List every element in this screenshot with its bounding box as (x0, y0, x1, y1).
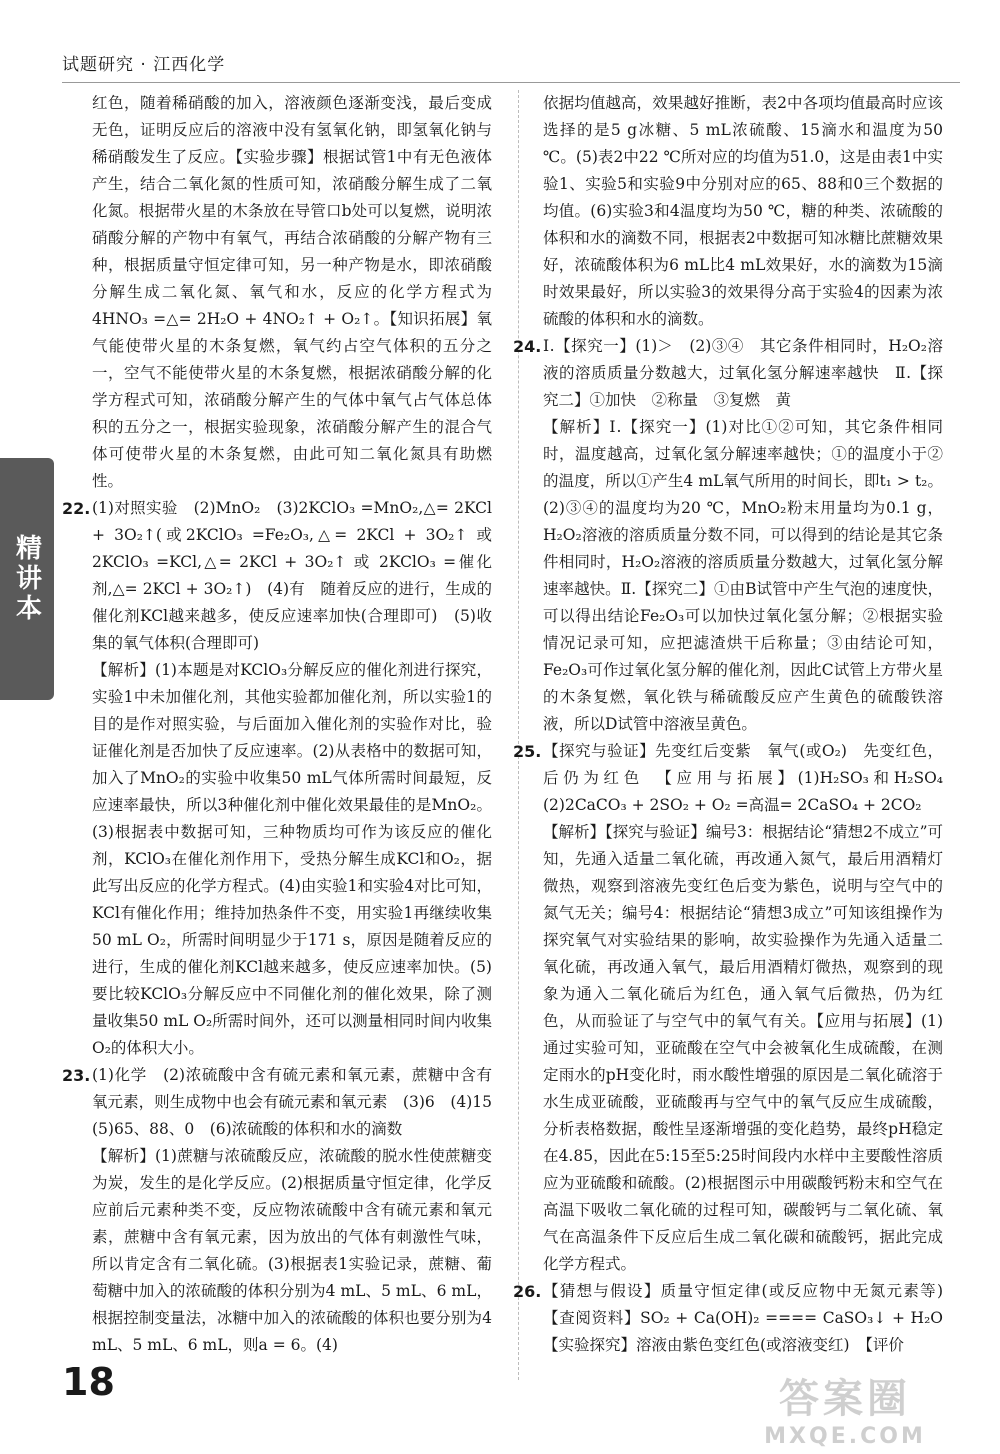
continued-analysis: 红色，随着稀硝酸的加入，溶液颜色逐渐变浅，最后变成无色，证明反应后的溶液中没有氢氧化钠，即氢氧化钠与稀硝酸发生了反应。【实验步骤】根据试管1中有无色液体产生，结合二氧化氮的性质可知，浓硝酸分解生成了二氧化氮。根据带火星的木条放在导管口b处可以复燃，说明浓硝酸分解的产物中有氧气，再结合浓硝酸的分解产物有三种，根据质量守恒定律可知，另一种产物是水，即浓硝酸分解生成二氧化氮、氧气和水，反应的化学方程式为4HNO₃ =△= 2H₂O + 4NO₂↑ + O₂↑。【知识拓展】氧气能使带火星的木条复燃，氧气约占空气体积的五分之一，空气不能使带火星的木条复燃，根据浓硝酸分解的化学方程式可知，浓硝酸分解产生的气体中氧气占气体总体积的五分之一，根据实验现象，浓硝酸分解产生的混合气体可使带火星的木条复燃，由此可知二氧化氮具有助燃性。 (92, 94, 492, 490)
analysis-text: 【解析】(1)本题是对KClO₃分解反应的催化剂进行探究，实验1中未加催化剂，其他实验都加催化剂，所以实验1的目的是作对照实验，与后面加入催化剂的实验作对比，验证催化剂是否加快了反应速率。(2)从表格中的数据可知，加入了MnO₂的实验中收集50 mL气体所需时间最短，反应速率最快，所以3种催化剂中催化效果最佳的是MnO₂。(3)根据表中数据可知，三种物质均可作为该反应的催化剂，KClO₃在催化剂作用下，受热分解生成KCl和O₂，据此写出反应的化学方程式。(4)由实验1和实验4对比可知，KCl有催化作用；维持加热条件不变，用实验1再继续收集50 mL O₂，所需时间明显少于171 s，原因是随着反应的进行，生成的催化剂KCl越来越多，使反应速率加快。(5)要比较KClO₃分解反应中不同催化剂的催化效果，除了测量收集50 mL O₂所需时间外，还可以测量相同时间内收集O₂的体积大小。 (92, 661, 492, 1057)
column-divider (518, 90, 519, 1380)
question-number: 22. (62, 499, 91, 518)
page-header: 试题研究 · 江西化学 (62, 55, 226, 75)
watermark-logo (730, 1372, 960, 1449)
analysis-text: 【解析】(1)蔗糖与浓硫酸反应，浓硫酸的脱水性使蔗糖变为炭，发生的是化学反应。(2)根据质量守恒定律，化学反应前后元素种类不变，反应物浓硫酸中含有硫元素和氧元素，蔗糖中含有氧元素，因为放出的气体有刺激性气味，所以肯定含有二氧化硫。(3)根据表1实验记录，蔗糖、葡萄糖中加入的浓硫酸的体积分别为4 mL、5 mL、6 mL，根据控制变量法，冰糖中加入的浓硫酸的体积也要分别为4 mL、5 mL、6 mL，则a = 6。(4) (92, 1147, 492, 1354)
watermark-main: 答案圈 (779, 1376, 911, 1422)
page-number: 18 (62, 1360, 115, 1404)
question-number: 25. (513, 742, 542, 761)
analysis-text: 【解析】【探究与验证】编号3：根据结论“猜想2不成立”可知，先通入适量二氧化硫，再改通入氮气，最后用酒精灯微热，观察到溶液先变红色后变为紫色，说明与空气中的氮气无关；编号4：根据结论“猜想3成立”可知该组操作为探究氧气对实验结果的影响，故实验操作为先通入适量二氧化硫，再改通入氧气，最后用酒精灯微热，观察到的现象为通入二氧化硫后为红色，通入氧气后微热，仍为红色，从而验证了与空气中的氧气有关。【应用与拓展】(1)通过实验可知，亚硫酸在空气中会被氧化生成硫酸，在测定雨水的pH变化时，雨水酸性增强的原因是二氧化硫溶于水生成亚硫酸，亚硫酸再与空气中的氧气反应生成硫酸，分析表格数据，酸性呈逐渐增强的变化趋势，最终pH稳定在4.85，因此在5:15至5:25时间段内水样中主要酸性溶质应为亚硫酸和硫酸。(2)根据图示中用碳酸钙粉末和空气在高温下吸收二氧化硫的过程可知，碳酸钙与二氧化硫、氧气在高温条件下反应后生成二氧化碳和硫酸钙，据此完成化学方程式。 (543, 823, 943, 1273)
question-number: 23. (62, 1066, 91, 1085)
answer-text: 【猜想与假设】质量守恒定律(或反应物中无氮元素等) 【查阅资料】SO₂ + Ca(OH)₂ ==== CaSO₃↓ + H₂O 【实验探究】溶液由紫色变红色(或溶液变红) 【评价 (543, 1282, 959, 1354)
side-tab (0, 458, 54, 700)
question-26 (513, 1278, 959, 1359)
question-25 (513, 738, 959, 1278)
side-tab-label: 精讲本 (11, 534, 42, 624)
right-column (513, 90, 959, 1359)
answer-text: (1)对照实验 (2)MnO₂ (3)2KClO₃ =MnO₂,△= 2KCl + 3O₂↑(或2KClO₃ =Fe₂O₃,△= 2KCl + 3O₂↑ 或 2KClO₃ =KCl,△= 2KCl + 3O₂↑ 或 2KClO₃ =催化剂,△= 2KCl + 3O₂↑) (4)有 随着反应的进行，生成的催化剂KCl越来越多，使反应速率加快(合理即可) (5)收集的氧气体积(合理即可) (92, 499, 492, 652)
answer-text: (1)化学 (2)浓硫酸中含有硫元素和氧元素，蔗糖中含有氧元素，则生成物中也会有硫元素和氧元素 (3)6 (4)15 (5)65、88、0 (6)浓硫酸的体积和水的滴数 (92, 1066, 508, 1138)
left-column (62, 90, 508, 1359)
question-23 (62, 1062, 508, 1359)
question-number: 24. (513, 337, 542, 356)
question-22 (62, 495, 492, 1062)
analysis-text: 【解析】Ⅰ.【探究一】(1)对比①②可知，其它条件相同时，温度越高，过氧化氢分解速率越快；①的温度小于②的温度，所以①产生4 mL氧气所用的时间长，即t₁ > t₂。(2)③④的温度均为20 ℃，MnO₂粉末用量均为0.1 g，H₂O₂溶液的溶质质量分数不同，可以得到的结论是其它条件相同时，H₂O₂溶液的溶质质量分数越大，过氧化氢分解速率越快。Ⅱ.【探究二】①由B试管中产生气泡的速度快，可以得出结论Fe₂O₃可以加快过氧化氢分解；②根据实验情况记录可知，应把滤渣烘干后称量；③由结论可知，Fe₂O₃可作过氧化氢分解的催化剂，因此C试管上方带火星的木条复燃，氧化铁与稀硫酸反应产生黄色的硫酸铁溶液，所以D试管中溶液呈黄色。 (543, 418, 943, 733)
watermark-sub: MXQE.COM (764, 1424, 926, 1449)
question-24 (513, 333, 943, 738)
header-rule (62, 82, 960, 83)
answer-text: Ⅰ.【探究一】(1)＞ (2)③④ 其它条件相同时，H₂O₂溶液的溶质质量分数越大，过氧化氢分解速率越快 Ⅱ.【探究二】①加快 ②称量 ③复燃 黄 (543, 337, 943, 409)
question-number: 26. (513, 1282, 542, 1301)
continued-analysis: 依据均值越高，效果越好推断，表2中各项均值最高时应该选择的是5 g冰糖、5 mL浓硫酸、15滴水和温度为50 ℃。(5)表2中22 ℃所对应的均值为51.0，这是由表1中实验1、实验5和实验9中分别对应的65、88和0三个数据的均值。(6)实验3和4温度均为50 ℃，糖的种类、浓硫酸的体积和水的滴数不同，根据表2中数据可知冰糖比蔗糖效果好，浓硫酸体积为6 mL比4 mL效果好，水的滴数为15滴时效果最好，所以实验3的效果得分高于实验4的因素为浓硫酸的体积和水的滴数。 (543, 94, 943, 328)
answer-text: 【探究与验证】先变红后变紫 氧气(或O₂) 先变红色，后仍为红色 【应用与拓展】(1)H₂SO₃和H₂SO₄ (2)2CaCO₃ + 2SO₂ + O₂ =高温= 2CaSO₄ + 2CO₂ (543, 742, 959, 814)
